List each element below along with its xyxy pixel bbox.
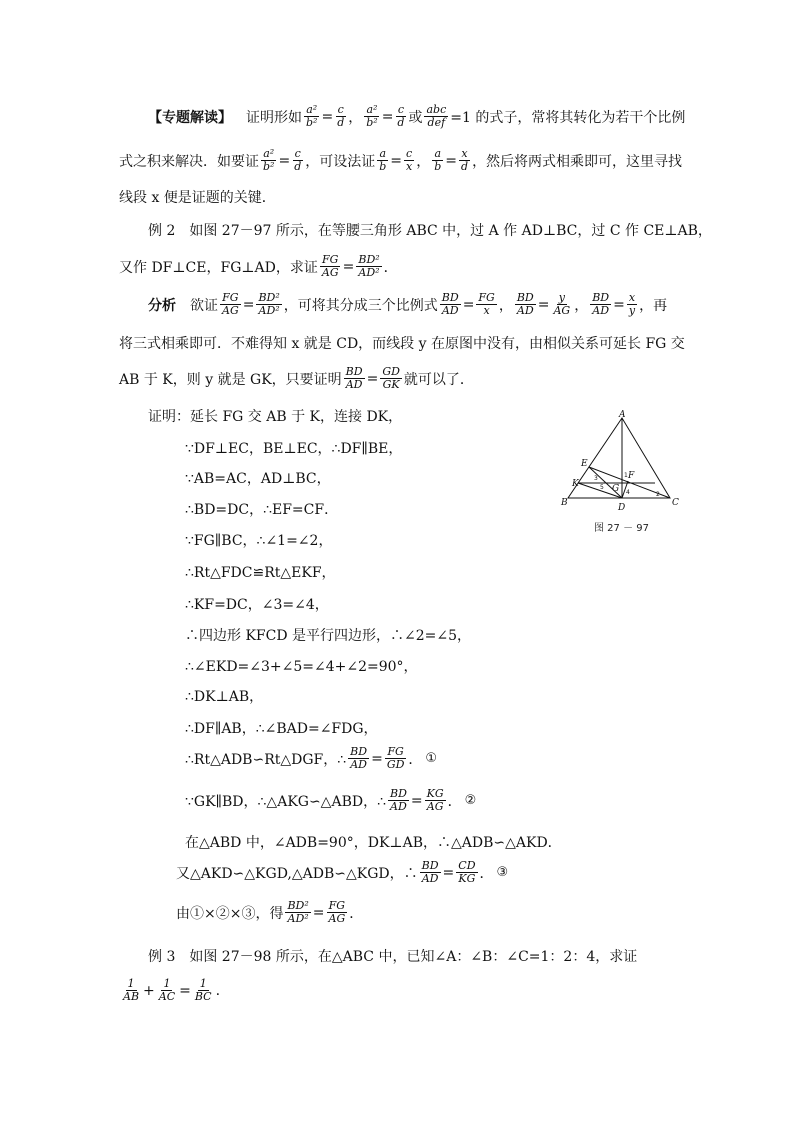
fraction: $\frac{\text{abc}}{\text{def}}$ bbox=[426, 103, 447, 129]
example2-line-1: 例 2 如图 27－97 所示，在等腰三角形 ABC 中，过 A 作 AD⊥BC，过 C 作 CE⊥AB， bbox=[148, 223, 712, 239]
fraction: $\frac{FG}{AG}$ bbox=[222, 291, 239, 317]
figure-caption: 图 27 － 97 bbox=[594, 523, 649, 534]
fraction: $\frac{c}{x}$ bbox=[406, 147, 413, 173]
fraction: $\frac{x}{y}$ bbox=[628, 291, 636, 317]
fraction: $\frac{\text{a²}}{\text{b²}}$ bbox=[306, 103, 318, 129]
proof-line-10: ∴DF∥AB，∴∠BAD=∠FDG， bbox=[185, 721, 378, 737]
label-g: G bbox=[612, 484, 620, 494]
fraction: $\frac{\text{a²}}{\text{b²}}$ bbox=[366, 103, 378, 129]
analysis-line-2: 将三式相乘即可．不难得知 x 就是 CD，而线段 y 在原图中没有，由相似关系可延长 FG 交 bbox=[119, 336, 685, 352]
proof-line-9: ∴DK⊥AB， bbox=[185, 689, 264, 705]
proof-line-5: ∴Rt△FDC≌Rt△EKF， bbox=[185, 565, 336, 581]
label-k: K bbox=[572, 479, 579, 489]
svg-text:5: 5 bbox=[600, 484, 604, 491]
intro-line-3: 线段 x 便是证题的关键． bbox=[119, 190, 276, 206]
fraction: $\frac{FG}{AG}$ bbox=[328, 899, 346, 925]
fraction: $\frac{c}{d}$ bbox=[397, 103, 405, 129]
fraction: $\frac{BD}{AD}$ bbox=[592, 291, 610, 317]
intro-tag: 【专题解读】 bbox=[148, 109, 232, 126]
fraction: $\frac{\text{BD²}}{\text{AD²}}$ bbox=[258, 291, 280, 317]
fraction: $\frac{1}{BC}$ bbox=[194, 977, 212, 1003]
proof-line-8: ∴∠EKD=∠3+∠5=∠4+∠2=90°， bbox=[185, 659, 418, 675]
proof-line-1: ∵DF⊥EC，BE⊥EC，∴DF∥BE， bbox=[185, 441, 403, 457]
label-f: F bbox=[628, 471, 635, 481]
analysis-line-3: AB 于 K，则 y 就是 GK，只要证明 $\frac{BD}{AD}$ = $\frac{GD}{GK}$ 就可以了． bbox=[119, 365, 474, 391]
fraction: $\frac{BD}{AD}$ bbox=[421, 859, 439, 885]
analysis-line-1: 分析 欲证 $\frac{FG}{AG}$ = $\frac{\text{BD²}}{\text{AD²}}$ ，可将其分成三个比例式 $\frac{BD}{AD}$ = $\frac{FG}{x}$ ， $\frac{BD}{AD}$ = $\frac{y}{AG}$ ， $\frac{BD}{AD}$ = $\frac{x}{y}$ ，再 bbox=[148, 291, 668, 317]
proof-line-2: ∵AB=AC，AD⊥BC， bbox=[185, 471, 331, 487]
triangle-figure bbox=[560, 410, 690, 535]
proof-line-12: ∵GK∥BD，∴△AKG∽△ABD，∴ $\frac{BD}{AD}$ = $\frac{KG}{AG}$ ． ② bbox=[185, 787, 477, 813]
fraction: $\frac{\text{a²}}{\text{b²}}$ bbox=[263, 147, 275, 173]
fraction: $\frac{c}{d}$ bbox=[294, 147, 302, 173]
fraction: $\frac{c}{d}$ bbox=[337, 103, 345, 129]
proof-line-13: 在△ABD 中，∠ADB=90°，DK⊥AB，∴△ADB∽△AKD． bbox=[185, 835, 562, 851]
label-e: E bbox=[581, 459, 588, 469]
svg-text:4: 4 bbox=[626, 489, 630, 496]
fraction: $\frac{BD}{AD}$ bbox=[350, 745, 368, 771]
intro-line-1: 【专题解读】 证明形如 $\frac{\text{a²}}{\text{b²}}$ = $\frac{c}{d}$ ， $\frac{\text{a²}}{\text{b²}}$ = $\frac{c}{d}$ 或 $\frac{\text{abc}}{\text{def}}$ =1 的式子，常将其转化为若干个比例 bbox=[148, 103, 686, 129]
example3-line-2: $\frac{1}{AB}$ + $\frac{1}{AC}$ = $\frac{1}{BC}$ . bbox=[123, 977, 221, 1003]
fraction: $\frac{BD}{AD}$ bbox=[389, 787, 407, 813]
proof-line-15: 由①×②×③，得 $\frac{\text{BD²}}{\text{AD²}}$ = $\frac{FG}{AG}$ ． bbox=[176, 899, 364, 925]
proof-line-7: ∴四边形 KFCD 是平行四边形，∴∠2=∠5， bbox=[185, 628, 472, 644]
intro-line-2: 式之积来解决．如要证 $\frac{\text{a²}}{\text{b²}}$ = $\frac{c}{d}$ ，可设法证 $\frac{a}{b}$ = $\frac{c}{x}$ ， $\frac{a}{b}$ = $\frac{x}{d}$ ，然后将两式相乘即可，这里寻找 bbox=[119, 147, 683, 173]
proof-line-0: 证明：延长 FG 交 AB 于 K，连接 DK， bbox=[148, 409, 403, 425]
proof-line-6: ∴KF=DC，∠3=∠4， bbox=[185, 597, 329, 613]
fraction: $\frac{x}{d}$ bbox=[461, 147, 469, 173]
fraction: $\frac{BD}{AD}$ bbox=[441, 291, 459, 317]
fraction: $\frac{\text{BD²}}{\text{AD²}}$ bbox=[358, 253, 380, 279]
proof-line-11: ∴Rt△ADB∽Rt△DGF，∴ $\frac{BD}{AD}$ = $\frac{FG}{GD}$ ． ① bbox=[185, 745, 438, 771]
fraction: $\frac{\text{BD²}}{\text{AD²}}$ bbox=[287, 899, 309, 925]
example3-line-1: 例 3 如图 27－98 所示，在△ABC 中，已知∠A：∠B：∠C=1：2：4，求证 bbox=[148, 949, 638, 965]
svg-text:1: 1 bbox=[624, 472, 628, 479]
fraction: $\frac{1}{AB}$ bbox=[123, 977, 140, 1003]
fraction: $\frac{a}{b}$ bbox=[434, 147, 442, 173]
fraction: $\frac{CD}{KG}$ bbox=[458, 859, 476, 885]
svg-text:3: 3 bbox=[594, 475, 598, 482]
label-b: B bbox=[561, 498, 568, 508]
proof-line-4: ∵FG∥BC，∴∠1=∠2， bbox=[185, 533, 333, 549]
label-d: D bbox=[618, 503, 626, 513]
svg-text:2: 2 bbox=[656, 491, 660, 498]
example2-line-2: 又作 DF⊥CE，FG⊥AD，求证 $\frac{FG}{AG}$ = $\frac{\text{BD²}}{\text{AD²}}$ ． bbox=[119, 253, 398, 279]
fraction: $\frac{FG}{AG}$ bbox=[321, 253, 339, 279]
label-a: A bbox=[619, 410, 626, 420]
fraction: $\frac{a}{b}$ bbox=[379, 147, 387, 173]
fraction: $\frac{FG}{GD}$ bbox=[386, 745, 405, 771]
fraction: $\frac{BD}{AD}$ bbox=[516, 291, 534, 317]
fraction: $\frac{FG}{x}$ bbox=[478, 291, 495, 317]
fraction: $\frac{KG}{AG}$ bbox=[426, 787, 444, 813]
label-c: C bbox=[672, 498, 679, 508]
fraction: $\frac{BD}{AD}$ bbox=[345, 365, 363, 391]
fraction: $\frac{y}{AG}$ bbox=[553, 291, 571, 317]
analysis-label: 分析 bbox=[148, 297, 176, 314]
fraction: $\frac{GD}{GK}$ bbox=[382, 365, 400, 391]
fraction: $\frac{1}{AC}$ bbox=[158, 977, 176, 1003]
proof-line-3: ∴BD=DC，∴EF=CF． bbox=[185, 502, 339, 518]
proof-line-14: 又△AKD∽△KGD,△ADB∽△KGD，∴ $\frac{BD}{AD}$ = $\frac{CD}{KG}$ ． ③ bbox=[176, 859, 509, 885]
